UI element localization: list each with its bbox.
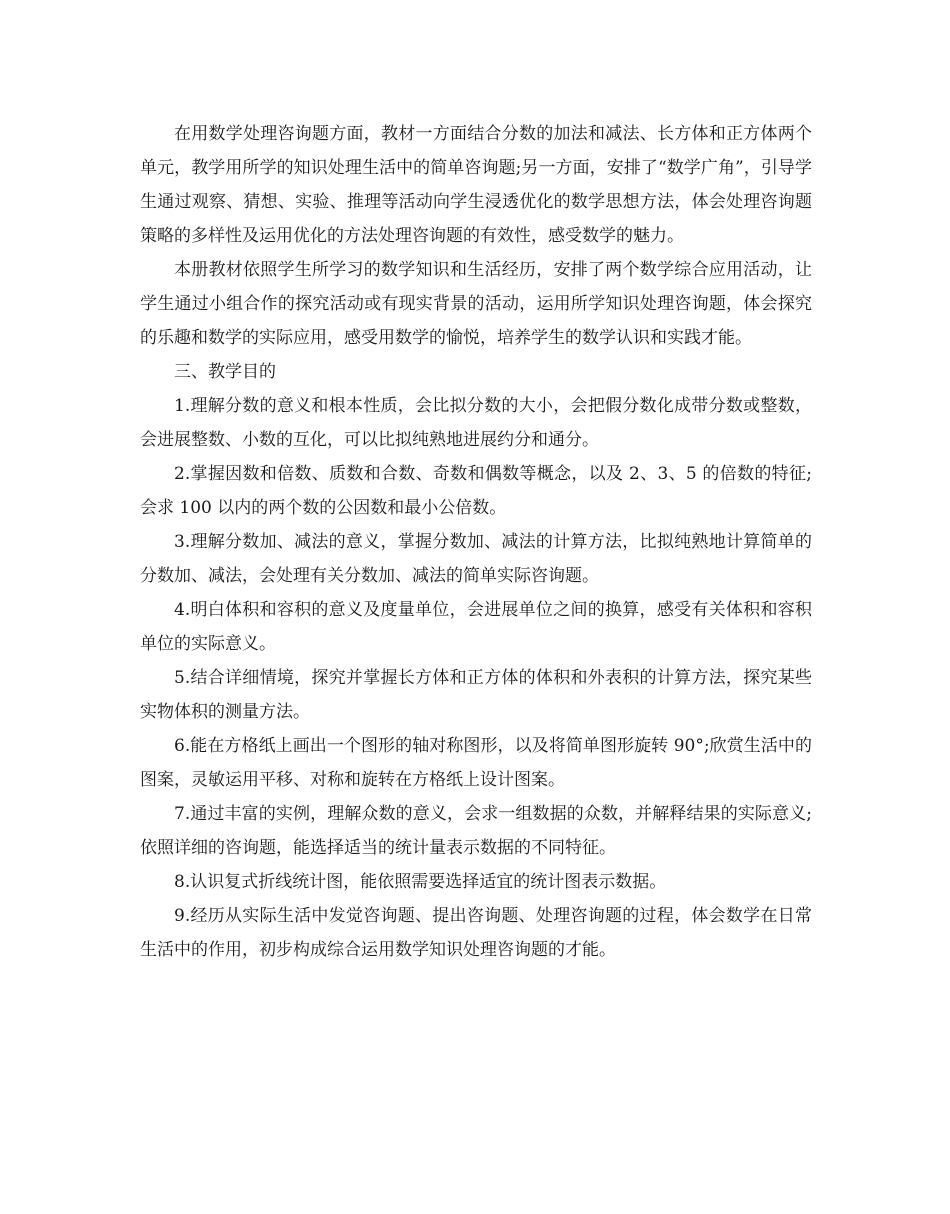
- document-page: [140, 117, 812, 967]
- paragraph-math-problem-solving: 在用数学处理咨询题方面，教材一方面结合分数的加法和减法、长方体和正方体两个单元，教学用所学的知识处理生活中的简单咨询题;另一方面，安排了“数学广角”，引导学生通过观察、猜想、实验、推理等活动向学生浸透优化的数学思想方法，体会处理咨询题策略的多样性及运用优化的方法处理咨询题的有效性，感受数学的魅力。: [140, 124, 812, 246]
- goal-item-3: 3.理解分数加、减法的意义，掌握分数加、减法的计算方法，比拟纯熟地计算简单的分数加、减法，会处理有关分数加、减法的简单实际咨询题。: [140, 532, 812, 586]
- goal-item-1: 1.理解分数的意义和根本性质，会比拟分数的大小，会把假分数化成带分数或整数，会进展整数、小数的互化，可以比拟纯熟地进展约分和通分。: [140, 396, 812, 450]
- section-heading-teaching-goals: 三、教学目的: [174, 362, 276, 382]
- paragraph-comprehensive-activities: 本册教材依照学生所学习的数学知识和生活经历，安排了两个数学综合应用活动，让学生通过小组合作的探究活动或有现实背景的活动，运用所学知识处理咨询题，体会探究的乐趣和数学的实际应用，感受用数学的愉悦，培养学生的数学认识和实践才能。: [140, 260, 812, 348]
- goal-item-9: 9.经历从实际生活中发觉咨询题、提出咨询题、处理咨询题的过程，体会数学在日常生活中的作用，初步构成综合运用数学知识处理咨询题的才能。: [140, 906, 812, 960]
- goal-item-2: 2.掌握因数和倍数、质数和合数、奇数和偶数等概念，以及 2、3、5 的倍数的特征;会求 100 以内的两个数的公因数和最小公倍数。: [140, 464, 812, 518]
- goal-item-5: 5.结合详细情境，探究并掌握长方体和正方体的体积和外表积的计算方法，探究某些实物体积的测量方法。: [140, 668, 812, 722]
- goal-item-6: 6.能在方格纸上画出一个图形的轴对称图形，以及将简单图形旋转 90°;欣赏生活中的图案，灵敏运用平移、对称和旋转在方格纸上设计图案。: [140, 736, 812, 790]
- goal-item-4: 4.明白体积和容积的意义及度量单位，会进展单位之间的换算，感受有关体积和容积单位的实际意义。: [140, 600, 812, 654]
- goal-item-7: 7.通过丰富的实例，理解众数的意义，会求一组数据的众数，并解释结果的实际意义;依照详细的咨询题，能选择适当的统计量表示数据的不同特征。: [140, 804, 812, 858]
- goal-item-8: 8.认识复式折线统计图，能依照需要选择适宜的统计图表示数据。: [174, 872, 667, 892]
